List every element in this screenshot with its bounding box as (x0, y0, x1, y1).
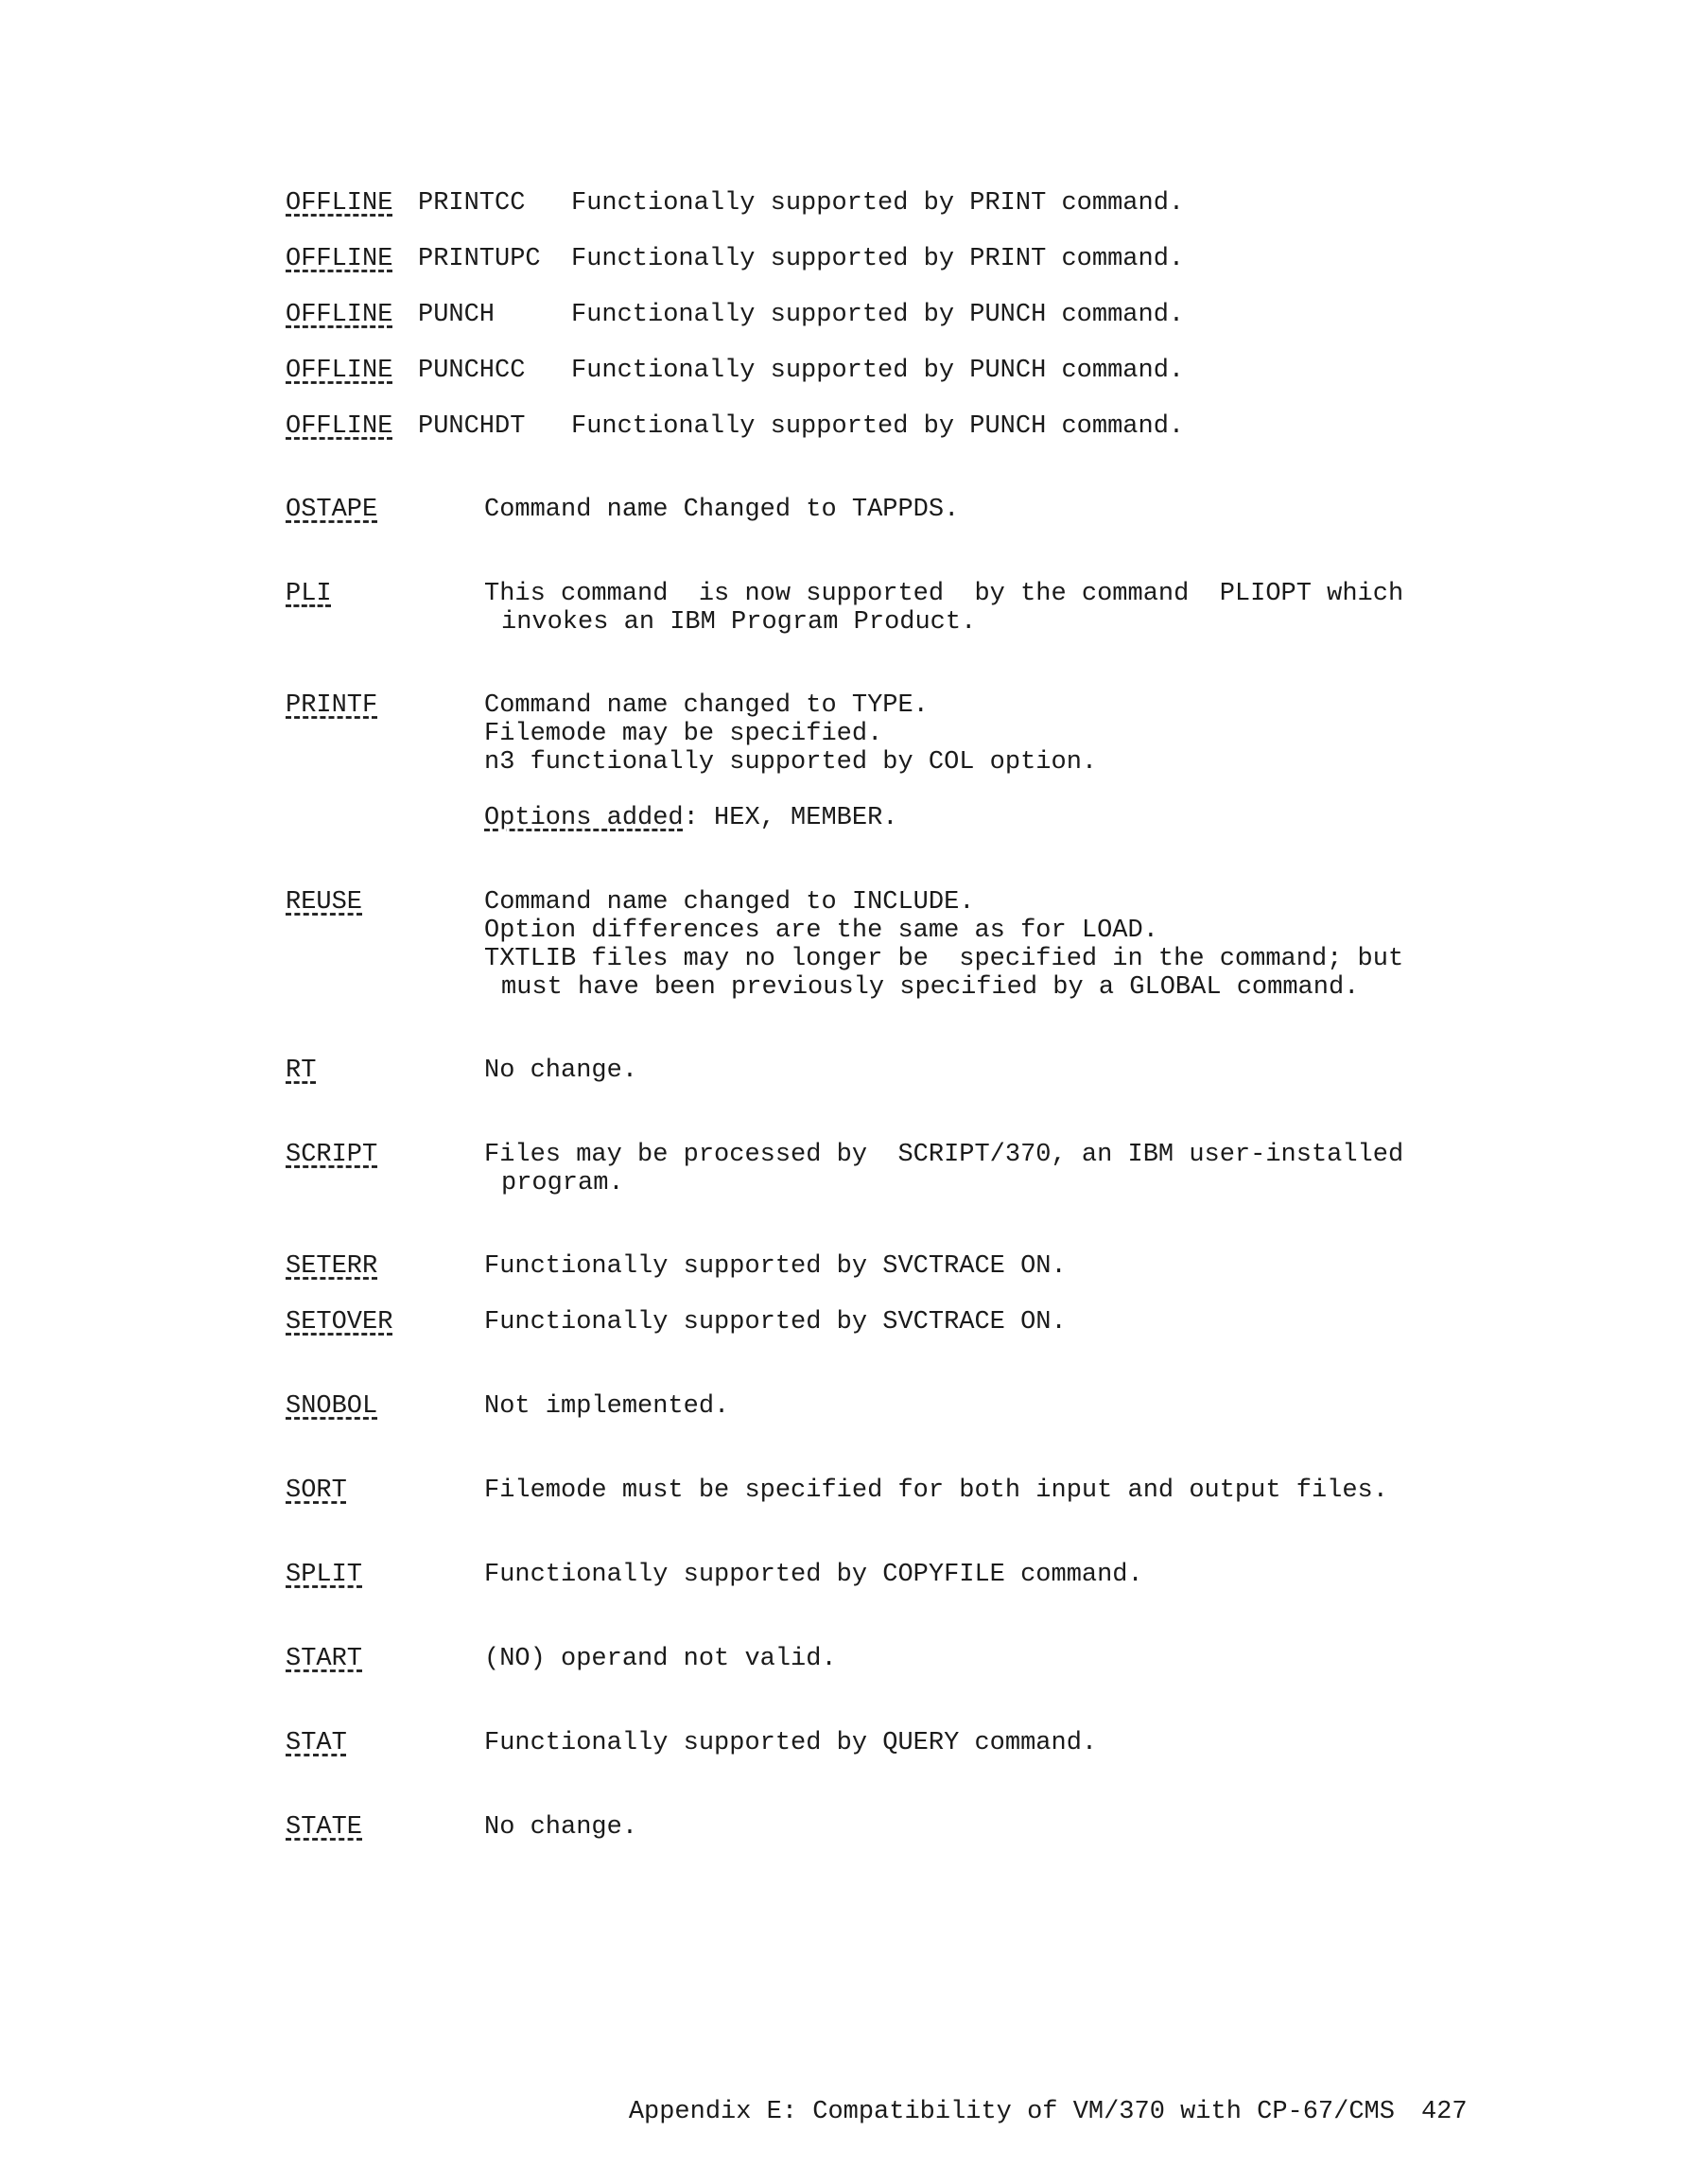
description-line: invokes an IBM Program Product. (501, 608, 977, 637)
command-name: RT (286, 1057, 317, 1085)
description-line: program. (501, 1169, 624, 1197)
description-line: No change. (484, 1057, 638, 1085)
subcommand-name: PRINTCC (418, 189, 526, 218)
command-name: STATE (286, 1813, 363, 1842)
command-name: SETOVER (286, 1308, 393, 1337)
description-line: n3 functionally supported by COL option. (484, 748, 1098, 777)
description-line: Functionally supported by SVCTRACE ON. (484, 1252, 1067, 1281)
command-description (484, 1476, 1388, 1505)
command-name: OFFLINE (286, 189, 393, 218)
command-description: Functionally supported by PUNCH command. (571, 301, 1185, 329)
command-name: OFFLINE (286, 357, 393, 385)
description-line: TXTLIB files may no longer be specified in the command; but (484, 945, 1404, 973)
command-description (484, 1057, 637, 1085)
command-description (484, 1813, 637, 1842)
description-line: Command name changed to TYPE. (484, 691, 929, 720)
subcommand-name: PUNCHCC (418, 357, 526, 385)
description-line: No change. (484, 1813, 638, 1842)
command-name: PRINTF (286, 691, 378, 720)
command-name: SCRIPT (286, 1141, 378, 1169)
description-line: Functionally supported by SVCTRACE ON. (484, 1308, 1067, 1337)
command-description: Functionally supported by PUNCH command. (571, 357, 1185, 385)
description-line: must have been previously specified by a GLOBAL command. (501, 973, 1360, 1002)
command-description (484, 1308, 1067, 1337)
description-line: Functionally supported by COPYFILE command. (484, 1561, 1143, 1589)
command-description (484, 1141, 1403, 1197)
description-line: Option differences are the same as for LOAD. (484, 917, 1158, 945)
description-line: This command is now supported by the command PLIOPT which (484, 580, 1404, 608)
description-line: Filemode must be specified for both input and output files. (484, 1476, 1388, 1505)
command-description: Functionally supported by PRINT command. (571, 189, 1185, 218)
options-label: Options added (484, 804, 684, 832)
subcommand-name: PUNCHDT (418, 412, 526, 441)
command-name: OFFLINE (286, 412, 393, 441)
command-description (484, 580, 1403, 637)
description-line: Filemode may be specified. (484, 720, 883, 748)
subcommand-name: PRINTUPC (418, 245, 541, 273)
description-line: (NO) operand not valid. (484, 1645, 837, 1673)
description-line: Command name changed to INCLUDE. (484, 888, 975, 917)
command-description: Functionally supported by PRINT command. (571, 245, 1185, 273)
command-description (484, 1729, 1097, 1757)
command-name: OFFLINE (286, 245, 393, 273)
footer-title: Appendix E: Compatibility of VM/370 with CP-67/CMS (628, 2098, 1395, 2126)
description-line: Functionally supported by QUERY command. (484, 1729, 1098, 1757)
command-name: SNOBOL (286, 1392, 378, 1421)
command-description (484, 888, 1403, 1002)
command-name: SORT (286, 1476, 347, 1505)
options-value: : HEX, MEMBER. (683, 804, 898, 832)
description-line: Not implemented. (484, 1392, 730, 1421)
command-name: OFFLINE (286, 301, 393, 329)
description-line: Files may be processed by SCRIPT/370, an IBM user-installed (484, 1141, 1404, 1169)
command-name: STAT (286, 1729, 347, 1757)
command-name: SPLIT (286, 1561, 363, 1589)
command-description: Functionally supported by PUNCH command. (571, 412, 1185, 441)
subcommand-name: PUNCH (418, 301, 496, 329)
command-description (484, 1252, 1067, 1281)
page-number: 427 (1420, 2098, 1468, 2126)
command-description (484, 1392, 729, 1421)
command-name: OSTAPE (286, 496, 378, 524)
command-description (484, 691, 1097, 832)
description-line: Command name Changed to TAPPDS. (484, 496, 960, 524)
command-name: START (286, 1645, 363, 1673)
command-name: PLI (286, 580, 332, 608)
command-description (484, 1561, 1143, 1589)
command-name: REUSE (286, 888, 363, 917)
options-line (484, 804, 1097, 832)
command-name: SETERR (286, 1252, 378, 1281)
command-description (484, 1645, 837, 1673)
page-footer (567, 2070, 1468, 2155)
command-description (484, 496, 959, 524)
